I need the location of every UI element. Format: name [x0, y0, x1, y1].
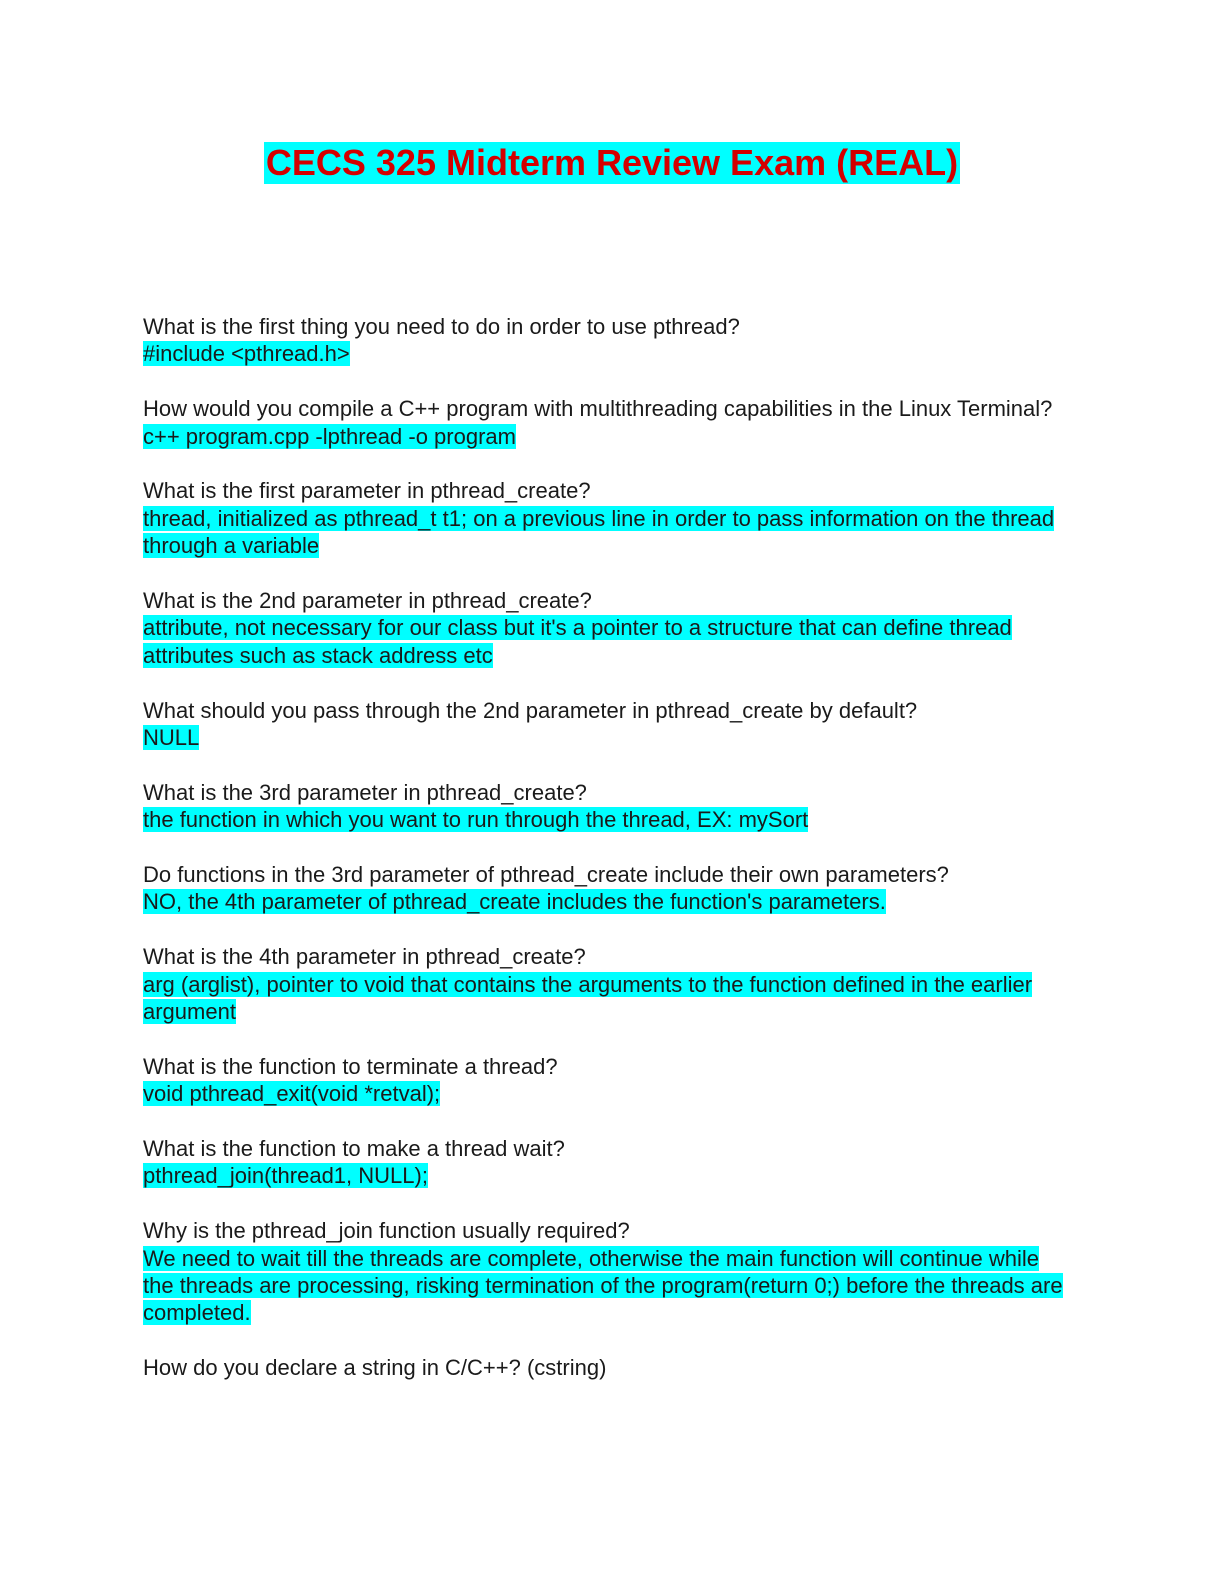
question-text: What is the first parameter in pthread_create?: [143, 478, 591, 504]
answer-text: attribute, not necessary for our class but it's a pointer to a structure that can define thread attributes such as stack address etc: [143, 615, 1012, 668]
answer-text: NULL: [143, 725, 200, 751]
question-text: What is the 3rd parameter in pthread_create?: [143, 779, 587, 805]
title-container: [0, 142, 1224, 184]
answer-text: the function in which you want to run through the thread, EX: mySort: [143, 807, 809, 833]
answer-text: void pthread_exit(void *retval);: [143, 1081, 441, 1107]
qa-item: [143, 395, 1063, 450]
qa-item: [143, 861, 1063, 916]
page-title: CECS 325 Midterm Review Exam (REAL): [265, 142, 959, 183]
qa-item: [143, 1217, 1063, 1327]
answer-text: We need to wait till the threads are complete, otherwise the main function will continue while the threads are processing, risking termination of the program(return 0;) before the threads are completed.: [143, 1245, 1063, 1326]
qa-item: [143, 587, 1063, 669]
qa-item: [143, 779, 1063, 834]
question-text: What is the function to make a thread wait?: [143, 1136, 565, 1162]
question-text: How do you declare a string in C/C++? (cstring): [143, 1355, 607, 1381]
question-text: What should you pass through the 2nd parameter in pthread_create by default?: [143, 697, 918, 723]
question-text: Why is the pthread_join function usually required?: [143, 1218, 630, 1244]
qa-item: [143, 943, 1063, 1025]
question-text: What is the first thing you need to do in order to use pthread?: [143, 314, 740, 339]
qa-item: [143, 697, 1063, 752]
answer-text: #include <pthread.h>: [143, 341, 350, 367]
question-text: What is the function to terminate a thread?: [143, 1053, 558, 1079]
question-text: What is the 4th parameter in pthread_create?: [143, 944, 586, 970]
answer-text: pthread_join(thread1, NULL);: [143, 1163, 428, 1189]
qa-item: [143, 477, 1063, 559]
answer-text: arg (arglist), pointer to void that contains the arguments to the function defined in the earlier argument: [143, 971, 1033, 1025]
question-text: What is the 2nd parameter in pthread_create?: [143, 588, 592, 614]
qa-item: [143, 1354, 1063, 1381]
qa-item: [143, 313, 1063, 368]
question-text: Do functions in the 3rd parameter of pthread_create include their own parameters?: [143, 862, 949, 888]
question-text: How would you compile a C++ program with multithreading capabilities in the Linux Terminal?: [143, 396, 1053, 422]
answer-text: thread, initialized as pthread_t t1; on a previous line in order to pass information on the thread through a variable: [143, 505, 1055, 559]
answer-text: NO, the 4th parameter of pthread_create includes the function's parameters.: [143, 889, 886, 915]
qa-item: [143, 1135, 1063, 1190]
answer-text: c++ program.cpp -lpthread -o program: [143, 423, 516, 449]
qa-item: [143, 1053, 1063, 1108]
qa-list: [143, 313, 1063, 1409]
